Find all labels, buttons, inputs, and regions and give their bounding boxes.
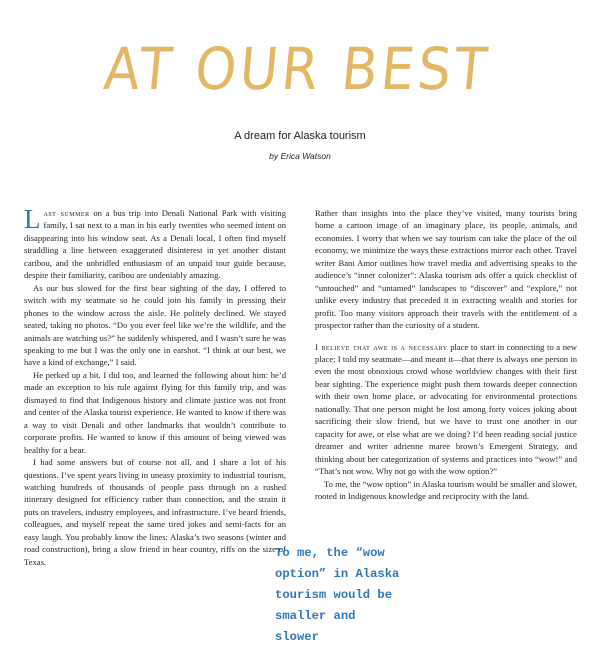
article-paragraph: To me, the “wow option” in Alaska tourism would be smaller and slower, rooted in Indigenous knowledge and reciprocity with the land. xyxy=(315,478,577,501)
article-paragraph: He perked up a bit. I did too, and learned the following about him: he’d made an exception to his rule against flying for this family trip, and was dismayed to find that Indigenous history and climate justice was not front and center of the Alaska tourist experience. He wanted to know if there was a way to visit Denali and other landmarks that wouldn’t contribute to corporate profits. He wanted to know if this amount of being viewed was healthy for a bear. xyxy=(24,369,286,455)
pull-quote: To me, the “wow option” in Alaska tourism would be smaller and slower xyxy=(275,545,400,644)
lead-in: I believe that awe is a necessary xyxy=(315,341,448,352)
article-subtitle: A dream for Alaska tourism xyxy=(234,130,366,142)
article-paragraph: Rather than insights into the place they’ve visited, many tourists bring home a cartoon image of an imaginary place, its people, animals, and economies. I worry that when we say tourism can take the place of the oil economy, we minimize the ways these extractions mirror each other. Travel writer Bani Amor outlines how travel media and advertising speaks to the audience’s “inner colonizer”: Alaska tourism ads offer a quick checklist of “untouched” and “untamed” landscapes to “discover” and “explore,” not unlike every industry that preceded it in extracting wealth and stories for profit. Too many visitors approach their travels with the entitlement of a prospector rather than the curiosity of a student. xyxy=(315,208,577,331)
lead-in: ast summer xyxy=(43,208,90,218)
article-title: AT OUR BEST xyxy=(101,35,494,103)
paragraph-text: place to start in connecting to a new place; I told my seatmate—and meant it—that there is always one person in even the most obnoxious crowd whose worldview changes with their first bear sighting. The experience might push them towards deeper connection with their own home place, or advocating for environmental protections nationally. That one person might be lost among forty voices joking about sacrificing their slow friend, but we have to trust one another in our capacity for awe, or else what are we doing? I’d been reading social justice dreamer and writer adrienne maree brown’s Emergent Strategy, and thinking about her categorization of systems and practices into “wow!” and “That’s not wow. Why not go with the wow option?” xyxy=(315,341,578,477)
article-paragraph xyxy=(24,204,286,282)
article-byline: by Erica Watson xyxy=(269,151,331,161)
article-column-left xyxy=(24,204,286,600)
article-paragraph: As our bus slowed for the first bear sighting of the day, I offered to switch with my seatmate so he could join his family in pressing their phones to the window across the aisle. He politely declined. We stayed seated, taking no photos. “Do you ever feel like we’re the wildlife, and the animals are watching us?” he suddenly whispered, and I wasn’t sure he was speaking to me but I was the only one in earshot. “I think at our best, we have a kind of exchange,” I said. xyxy=(24,282,286,368)
article-paragraph: I had some answers but of course not all, and I share a lot of his questions. I’ve spent years living in uneasy proximity to industrial tourism, watching hundreds of thousands of people pass through on a rushed itinerary designed for efficiency rather than connection, and the strain it puts on travelers, industry employees, and infrastructure. I’ve heard friends, colleagues, and myself repeat the same tired jokes and semi-facts for an easy laugh. You probably know the lines: Alaska’s two seasons (winter and road construction), bring a slow friend in bear country, riffs on the size of Texas. xyxy=(24,457,286,567)
drop-cap: L xyxy=(24,204,41,234)
paragraph-text: on a bus trip into Denali National Park with visiting family, I sat next to a man in his early twenties who seemed intent on disappearing into his window seat. As a Denali local, I often find myself straddling a line between exaggerated disinterest in yet another distant caribou, and the unbridled enthusiasm of an unpaid tour guide because, despite their familiarity, caribou are undeniably amazing. xyxy=(24,208,286,281)
article-column-right xyxy=(275,207,578,644)
